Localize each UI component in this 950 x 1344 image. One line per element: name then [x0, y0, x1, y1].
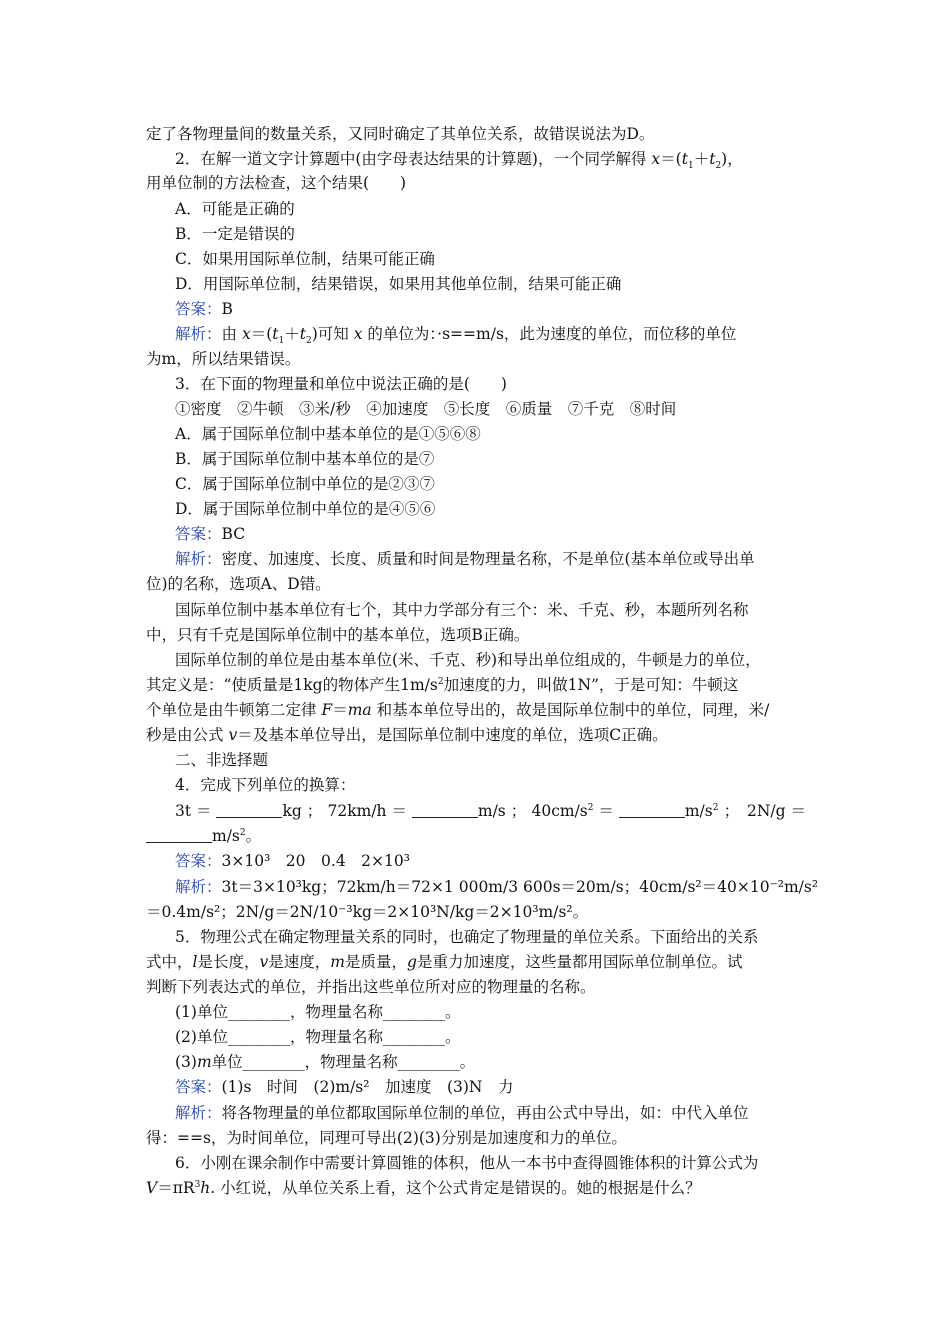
- q4-analysis-text: 3t＝3×10³kg；72km/h＝72×1 000m/3 600s＝20m/s；40cm/s²＝40×10⁻²m/s²: [221, 878, 819, 896]
- q5-analysis-text: 将各物理量的单位都取国际单位制的单位，再由公式中导出，如：中代入单位: [221, 1104, 749, 1122]
- q3-option-c: C．属于国际单位制中单位的是②③⑦: [175, 475, 435, 493]
- q3-para3-text-b: 加速度的力，叫做1N”，于是可知：牛顿这: [443, 676, 739, 694]
- q5-stem-line-1: 5．物理公式在确定物理量关系的同时，也确定了物理量的单位关系。下面给出的关系: [175, 928, 759, 946]
- analysis-label: 解析：: [175, 878, 222, 896]
- q3-para3-line-3: 个单位是由牛顿第二定律 F＝ma 和基本单位导出的，故是国际单位制中的单位，同理，米/: [146, 701, 770, 719]
- q4-blanks-line-1: [175, 800, 806, 822]
- q3-para3-text-a: 其定义是：“使质量是1kg的物体产生1m/s: [146, 676, 438, 694]
- q3-analysis-line-1: [175, 548, 835, 570]
- q4-blank-4: ； 2N/g ＝: [723, 802, 806, 820]
- intro-line: 定了各物理量间的数量关系，又同时确定了其单位关系，故错误说法为D。: [146, 125, 655, 143]
- q5-stem-line-3: 判断下列表达式的单位，并指出这些单位所对应的物理量的名称。: [146, 978, 596, 996]
- q5-sub-1: (1)单位________，物理量名称________。: [175, 1003, 461, 1021]
- q3-para3-line-4: 秒是由公式 v＝及基本单位导出，是国际单位制中速度的单位，选项C正确。: [146, 726, 668, 744]
- section-heading: 二、非选择题: [175, 751, 269, 769]
- q5-sub-3: (3)m单位________，物理量名称________。: [175, 1053, 476, 1071]
- q4-blank-2-unit: m/s ；: [477, 802, 527, 820]
- q5-analysis-line-2: 得：==s，为时间单位，同理可导出(2)(3)分别是加速度和力的单位。: [146, 1129, 627, 1147]
- q6-formula-text: ＝πR: [157, 1179, 195, 1197]
- q4-blank-3: $40cm/s^2 = m/s^2$: [531, 802, 719, 820]
- q4-stem: 4．完成下列单位的换算：: [175, 776, 356, 794]
- q4-answer-line: [175, 850, 835, 872]
- q3-answer-line: [175, 523, 835, 545]
- q6-stem-line-2: $V=\pi R^3h$. 小红说，从单位关系上看，这个公式肯定是错误的。她的根据是什么？: [146, 1179, 701, 1197]
- analysis-label: 解析：: [175, 550, 222, 568]
- q2-stem-line-1: 2．在解一道文字计算题中(由字母表达结果的计算题)，一个同学解得 $x=(t_1+t_2)$，: [175, 150, 743, 172]
- fill-blank: [412, 803, 478, 818]
- q4-blank-2-label: 72km/h ＝: [327, 802, 407, 820]
- analysis-label: 解析：: [175, 1104, 222, 1122]
- q4-blanks-line-2: $m/s^2$。: [146, 825, 806, 847]
- q6-stem-text: . 小红说，从单位关系上看，这个公式肯定是错误的。她的根据是什么？: [210, 1179, 701, 1197]
- q4-answer-value: 3×10³ 20 0.4 2×10³: [221, 852, 410, 870]
- q3-option-d: D．属于国际单位制中单位的是④⑤⑥: [175, 500, 436, 518]
- q2-option-c: C．如果用国际单位制，结果可能正确: [175, 250, 435, 268]
- q2-option-d: D．用国际单位制，结果错误，如果用其他单位制，结果可能正确: [175, 275, 622, 293]
- q4-blank-1-unit: kg ；: [282, 802, 323, 820]
- q4-blank-1-label: 3t ＝: [175, 802, 212, 820]
- q3-para3-line-2: 其定义是：“使质量是1kg的物体产生$1m/s^2$加速度的力，叫做1N”，于是可知：牛顿这: [146, 676, 739, 694]
- q3-para3-line-1: 国际单位制的单位是由基本单位(米、千克、秒)和导出单位组成的，牛顿是力的单位，: [175, 651, 761, 669]
- q2-analysis-line-1: 解析：由 $x=(t_1+t_2)$可知 x 的单位为：·s==m/s，此为速度的单位，而位移的单位: [175, 325, 737, 347]
- q6-stem-line-1: 6．小刚在课余制作中需要计算圆锥的体积，他从一本书中查得圆锥体积的计算公式为: [175, 1154, 759, 1172]
- q4-analysis-line-1: [175, 876, 835, 898]
- q2-option-a: A．可能是正确的: [175, 200, 295, 218]
- q2-analysis-text-c: 的单位为：·s==m/s，此为速度的单位，而位移的单位: [367, 325, 737, 343]
- q5-sub-3-text: 单位________，物理量名称________。: [211, 1053, 476, 1071]
- q3-option-b: B．属于国际单位制中基本单位的是⑦: [175, 450, 435, 468]
- q5-answer-line: [175, 1076, 835, 1098]
- fill-blank: [619, 803, 685, 818]
- q4-analysis-line-2: ＝0.4m/s²；2N/g＝2N/10⁻³kg＝2×10³N/kg＝2×10³m/s²。: [146, 903, 589, 921]
- analysis-label: 解析：: [175, 325, 222, 343]
- q5-stem-text-e: 是重力加速度，这些量都用国际单位制单位。试: [416, 953, 743, 971]
- q3-para3-text-c: 个单位是由牛顿第二定律: [146, 701, 317, 719]
- q3-para3-text-d: 和基本单位导出的，故是国际单位制中的单位，同理，米/: [376, 701, 770, 719]
- q4-blank-3-unit: m/s: [684, 802, 713, 820]
- q3-para3-text-f: 及基本单位导出，是国际单位制中速度的单位，选项C正确。: [252, 726, 668, 744]
- q5-stem-line-2: 式中，l是长度，v是速度，m是质量，g是重力加速度，这些量都用国际单位制单位。试: [146, 953, 743, 971]
- answer-label: 答案：: [175, 300, 222, 318]
- q5-stem-text-c: 是速度，: [268, 953, 331, 971]
- q3-analysis-line-2: 位)的名称，选项A、D错。: [146, 575, 331, 593]
- q2-stem-text: 2．在解一道文字计算题中(由字母表达结果的计算题)，一个同学解得: [175, 150, 647, 168]
- q4-blank-2: [328, 800, 527, 822]
- q3-stem: 3．在下面的物理量和单位中说法正确的是( ): [175, 375, 507, 393]
- q4-blank-4-unit: m/s: [212, 827, 240, 845]
- q3-items: ①密度 ②牛顿 ③米/秒 ④加速度 ⑤长度 ⑥质量 ⑦千克 ⑧时间: [175, 400, 677, 418]
- q4-blank-1: [175, 800, 322, 822]
- q5-stem-text-b: 是长度，: [197, 953, 260, 971]
- q3-para2-line-1: 国际单位制中基本单位有七个，其中力学部分有三个：米、千克、秒，本题所列名称: [175, 601, 749, 619]
- answer-label: 答案：: [175, 525, 222, 543]
- q5-stem-text-a: 式中，: [146, 953, 193, 971]
- q2-answer-value: B: [221, 300, 233, 318]
- q5-stem-text-d: 是质量，: [344, 953, 407, 971]
- q2-analysis-text-b: 可知: [317, 325, 349, 343]
- fill-blank: [216, 803, 282, 818]
- q5-answer-value: (1)s 时间 (2)m/s² 加速度 (3)N 力: [221, 1078, 514, 1096]
- q3-option-a: A．属于国际单位制中基本单位的是①⑤⑥⑧: [175, 425, 481, 443]
- q2-analysis-line-2: 为m，所以结果错误。: [146, 350, 301, 368]
- q3-para2-line-2: 中，只有千克是国际单位制中的基本单位，选项B正确。: [146, 626, 530, 644]
- q2-answer-line: [175, 298, 835, 320]
- q5-sub-3-prefix: (3): [175, 1053, 197, 1071]
- q3-analysis-text: 密度、加速度、长度、质量和时间是物理量名称，不是单位(基本单位或导出单: [221, 550, 755, 568]
- q2-stem-line-2: 用单位制的方法检查，这个结果( ): [146, 174, 407, 192]
- fill-blank: [146, 828, 212, 843]
- q3-para3-text-e: 秒是由公式: [146, 726, 224, 744]
- answer-label: 答案：: [175, 852, 222, 870]
- q4-blank-3-label: 40cm/s: [531, 802, 588, 820]
- q5-analysis-line-1: [175, 1102, 835, 1124]
- q3-answer-value: BC: [221, 525, 246, 543]
- answer-label: 答案：: [175, 1078, 222, 1096]
- q2-option-b: B．一定是错误的: [175, 225, 295, 243]
- q5-sub-2: (2)单位________，物理量名称________。: [175, 1028, 461, 1046]
